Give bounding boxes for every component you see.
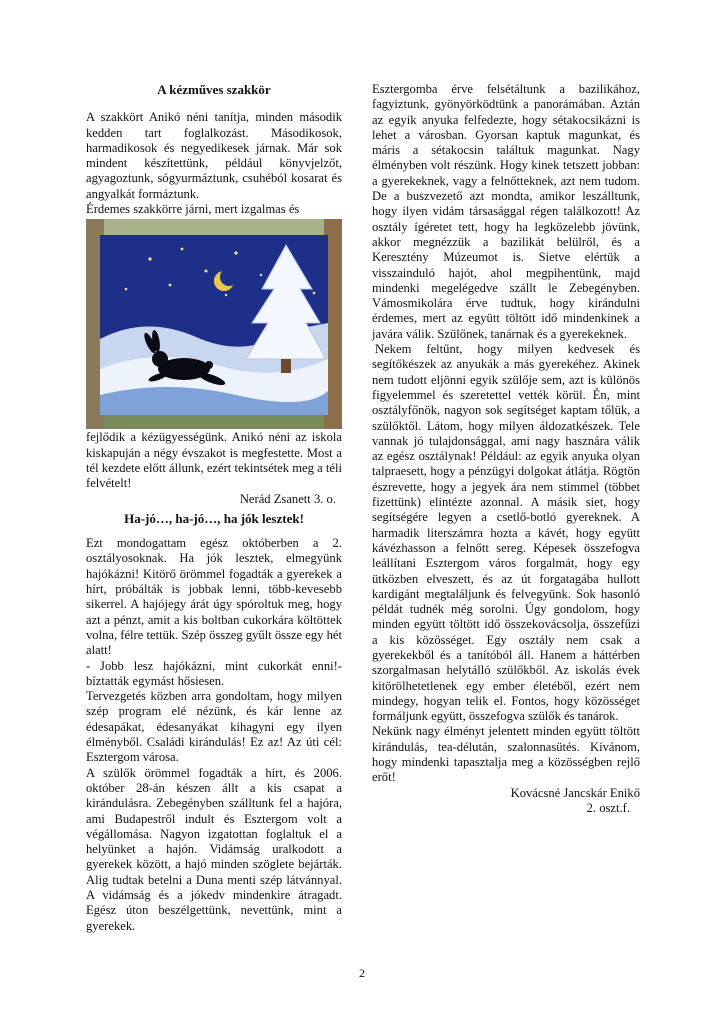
paragraph: Nekem feltűnt, hogy milyen kedvesek és segítőkészek az anyukák a más gyerekéhez. Akinek nem tudott eljönni egyik szülője sem, azt is különös figyelemmel és szeretettel vették körül. Én, mint osztályfőnök, nagyon sok segítséget kaptam tőlük, a szülőktől. Látom, hogy milyen áldozatkészek. Tele vannak jó tulajdonsággal, ami nagy hasznára válik az egész osztálynak! Például: az egyik anyuka olyan talpraesett, hogy a pénzügyi dolgokat átlátja. Rögtön észrevette, hogy a jegyek ára nem stimmel (többet fizettünk) elintézte azonnal. A másik siet, hogy segítségére legyen a csetlő-botló gyereknek. A harmadik literszámra hozta a kávét, hogy együtt kávézhasson a felnőtt sereg. Képesek összefogva leállítani Esztergom város forgalmát, hogy egy ütközben elveszett, és az út forgatagába hullott kardigánt megtaláljunk és felvegyünk. Sok hasonló példát tudnék még sorolni. Úgy gondolom, hogy minden együtt töltött idő összekovácsolja, összefűzi a kis közösséget. Egy osztály nem csak a gyerekekből és a tanítóból áll. Hanem a háttérben szorgalmasan helytálló szülőkből. Az iskolás évek kitörölhetetlenek egy ember életéből, ezért nem mindegy, hogyan telik el. Fontos, hogy közösséget formáljunk együtt, összefogva szülők és tanárok. xyxy=(372,342,640,724)
right-column xyxy=(372,82,640,816)
winter-mural-photo xyxy=(86,219,342,429)
paragraph: fejlődik a kézügyességünk. Anikó néni az iskola kiskapuján a négy évszakot is megfestette. Most a tél kezdete előtt állunk, ezért tekintsétek meg a téli felvételt! xyxy=(86,430,342,491)
article-title-crafts: A kézműves szakkör xyxy=(157,82,271,97)
signature-author-name: Kovácsné Jancskár Enikő xyxy=(510,785,640,800)
paragraph: Érdemes szakkörre járni, mert izgalmas és xyxy=(86,202,300,217)
signature-author-class: 2. oszt.f. xyxy=(586,800,630,815)
paragraph: Nekünk nagy élményt jelentett minden együtt töltött kirándulás, tea-délután, szalonnasütés. Kívánom, hogy mindenki tapasztalja meg a közösségben rejlő erőt! xyxy=(372,724,640,785)
paragraph: A szakkört Anikó néni tanítja, minden második kedden tart foglalkozást. Másodikosok, harmadikosok és negyedikesek járnak. Már sok mindent készítettünk, például könyvjelzőt, agyagoztunk, sógyurmáztunk, csuhéból kosarat és angyalkát formáztunk. xyxy=(86,110,342,201)
paragraph: Esztergomba érve felsétáltunk a bazilikához, fagyiztunk, gyönyörködtünk a panorámában. Aztán az egyik anyuka felfedezte, hogy sétakocsikázni is lehet a városban. Gyorsan kaptuk magunkat, és máris a sétakocsin találtuk magunkat. Nagy élményben volt részünk. Hogy kinek tetszett jobban: a gyerekeknek, vagy a felnőtteknek, azt nem tudom. De a buszvezető azt mondta, amikor leszálltunk, hogy ilyen vidám társasággal régen találkozott! Az osztály ígéretet tett, hogy ha legközelebb jövünk, akkor megnézzük a bazilikát belülről, és a Keresztény Múzeumot is. Sietve elértük a visszainduló hajót, ahol megpihentünk, majd mindenki megelégedve szállt le Zebegényben. Vámosmikolára érve tudtuk, hogy kirándulni érdemes, mert az együtt töltött idő mindenkinek a javára válik. Szülőnek, tanárnak és a gyerekeknek. xyxy=(372,82,640,341)
signature-author: Nerád Zsanett 3. o. xyxy=(239,491,336,506)
paragraph: - Jobb lesz hajókázni, mint cukorkát enni!- bíztatták egymást hősiesen. xyxy=(86,658,342,688)
page-number: 2 xyxy=(359,966,365,980)
paragraph: Ezt mondogattam egész októberben a 2. osztályosoknak. Ha jók lesztek, elmegyünk hajókázni! Kitörő örömmel fogadták a gyerekek a hírt, próbálták is jobbak lenni, több-kevesebb sikerrel. A hajójegy árát úgy spóroltuk meg, hogy azt a pénzt, amit a kis boltban cukorkára költöttek volna, félre tettük. Szép összeg gyűlt össze egy hét alatt! xyxy=(86,536,343,658)
paragraph: A szülők örömmel fogadták a hírt, és 2006. október 28-án készen állt a kis csapat a kirándulásra. Zebegényben szálltunk fel a hajóra, ami Budapestről indult és Esztergom volt a végállomása. Nagyon izgatottan foglaltuk el a helyünket a hajón. Vidámság uralkodott a gyerekek között, a hajó minden szöglete bejárták. Alig tudtak betelni a Duna menti szép látvánnyal. A vidámság és a jókedv mindenkire átragadt. Egész úton beszélgettünk, nevettünk, mint a gyerekek. xyxy=(86,765,342,933)
left-column xyxy=(86,82,342,934)
article-title-boat-trip: Ha-jó…, ha-jó…, ha jók lesztek! xyxy=(124,510,304,526)
paragraph: Tervezgetés közben arra gondoltam, hogy milyen szép program elé nézünk, és kár lenne az édesapákat, édesanyákat kihagyni egy ilyen élményből. Családi kirándulás! Ez az! Az úti cél: Esztergom városa. xyxy=(86,689,342,765)
